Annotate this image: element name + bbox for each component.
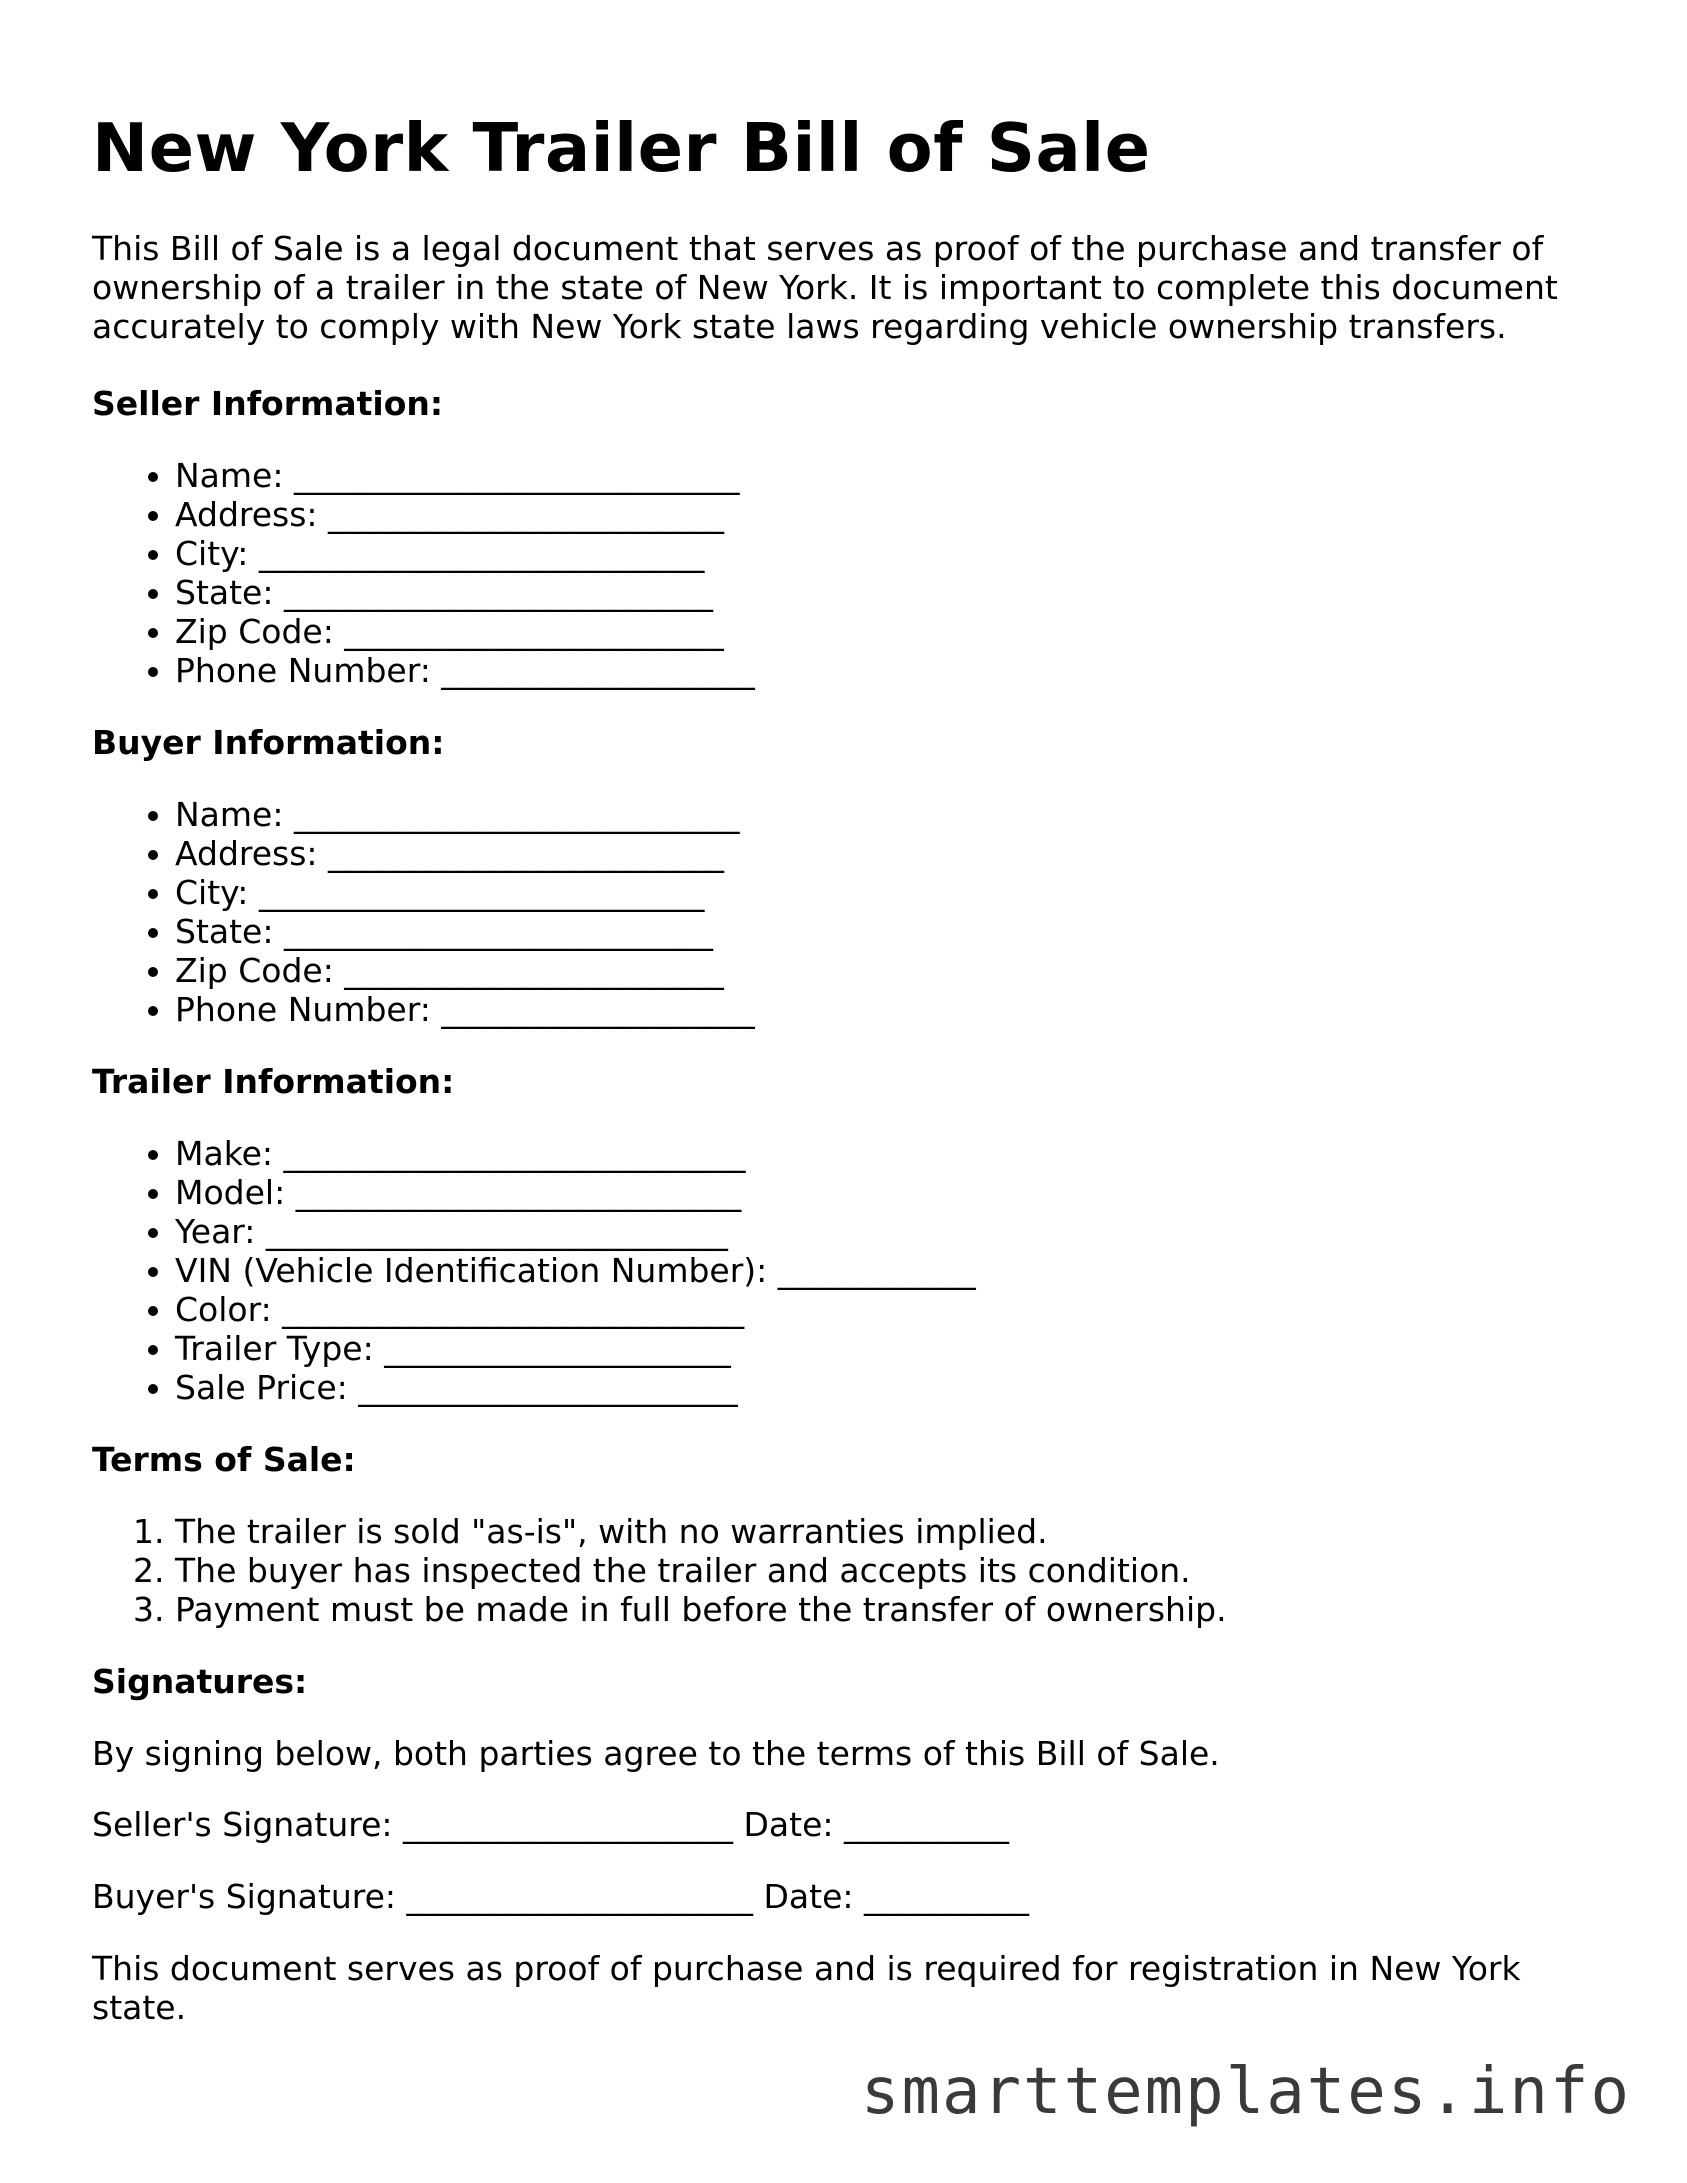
seller-zip-field: • Zip Code: _______________________ xyxy=(175,612,1612,651)
seller-state-field: • State: __________________________ xyxy=(175,573,1612,612)
buyer-address-field: • Address: ________________________ xyxy=(175,834,1612,873)
seller-heading: Seller Information: xyxy=(92,384,444,424)
trailer-sale-price-field: • Sale Price: _______________________ xyxy=(175,1368,1612,1407)
seller-address-field: • Address: ________________________ xyxy=(175,495,1612,534)
trailer-heading: Trailer Information: xyxy=(92,1062,455,1102)
seller-city-field: • City: ___________________________ xyxy=(175,534,1612,573)
terms-item: 2. The buyer has inspected the trailer and accepts its condition. xyxy=(175,1551,1612,1590)
terms-list xyxy=(92,1512,1612,1629)
buyer-list xyxy=(92,795,1612,1029)
closing-paragraph: This document serves as proof of purchase and is required for registration in New York state. xyxy=(92,1949,1521,2028)
seller-list xyxy=(92,456,1612,690)
trailer-model-field: • Model: ___________________________ xyxy=(175,1173,1612,1212)
buyer-state-field: • State: __________________________ xyxy=(175,912,1612,951)
buyer-zip-field: • Zip Code: _______________________ xyxy=(175,951,1612,990)
terms-heading: Terms of Sale: xyxy=(92,1440,356,1480)
trailer-vin-field: • VIN (Vehicle Identification Number): ____________ xyxy=(175,1251,1612,1290)
trailer-type-field: • Trailer Type: _____________________ xyxy=(175,1329,1612,1368)
buyer-signature-line: Buyer's Signature: _____________________ Date: __________ xyxy=(92,1877,1029,1917)
seller-signature-line: Seller's Signature: ____________________ Date: __________ xyxy=(92,1805,1009,1845)
trailer-color-field: • Color: ____________________________ xyxy=(175,1290,1612,1329)
seller-phone-field: • Phone Number: ___________________ xyxy=(175,651,1612,690)
terms-item: 1. The trailer is sold "as-is", with no warranties implied. xyxy=(175,1512,1612,1551)
intro-paragraph: This Bill of Sale is a legal document that serves as proof of the purchase and transfer of ownership of a trailer in the state of New York. It is important to complete this document accurately to comply with New York state laws regarding vehicle ownership transfers. xyxy=(92,229,1558,347)
trailer-make-field: • Make: ____________________________ xyxy=(175,1134,1612,1173)
buyer-name-field: • Name: ___________________________ xyxy=(175,795,1612,834)
page-title: New York Trailer Bill of Sale xyxy=(92,109,1151,187)
signatures-agreement: By signing below, both parties agree to the terms of this Bill of Sale. xyxy=(92,1734,1220,1774)
terms-item: 3. Payment must be made in full before the transfer of ownership. xyxy=(175,1590,1612,1629)
buyer-phone-field: • Phone Number: ___________________ xyxy=(175,990,1612,1029)
trailer-list xyxy=(92,1134,1612,1407)
document-page xyxy=(92,110,1612,2027)
buyer-heading: Buyer Information: xyxy=(92,723,445,763)
trailer-year-field: • Year: ____________________________ xyxy=(175,1212,1612,1251)
signatures-heading: Signatures: xyxy=(92,1662,308,1702)
buyer-city-field: • City: ___________________________ xyxy=(175,873,1612,912)
watermark: smarttemplates.info xyxy=(860,2055,1631,2129)
seller-name-field: • Name: ___________________________ xyxy=(175,456,1612,495)
